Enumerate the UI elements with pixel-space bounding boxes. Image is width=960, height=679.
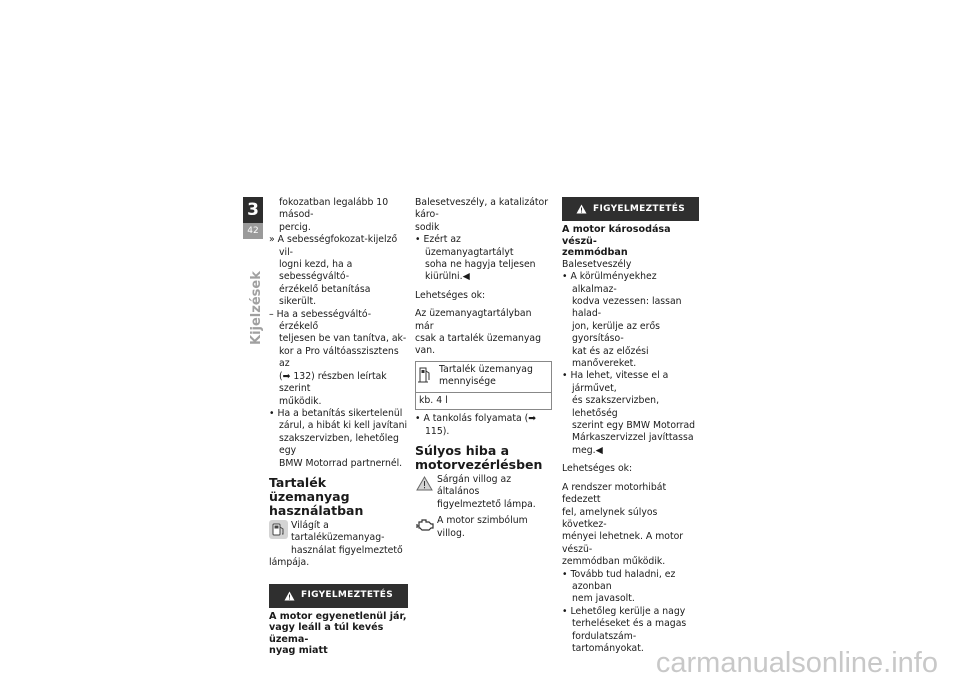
list-item bbox=[562, 271, 699, 370]
text-line: A motor szimbólum villog. bbox=[437, 515, 528, 539]
text-line: soha ne hagyja teljesen bbox=[425, 259, 536, 271]
warning-label: FIGYELMEZTETÉS bbox=[301, 590, 393, 601]
danger-text: Balesetveszély bbox=[562, 258, 632, 270]
text-line: meg. bbox=[572, 444, 596, 456]
warning-banner bbox=[269, 584, 408, 608]
bullet-marker: • bbox=[269, 407, 275, 419]
table-label-line: mennyisége bbox=[439, 376, 496, 388]
heading-line: nyag miatt bbox=[269, 645, 328, 657]
list-item bbox=[269, 234, 408, 308]
cause-label: Lehetséges ok: bbox=[562, 463, 633, 475]
text-line: Ha a betanítás sikertelenül bbox=[277, 407, 403, 419]
text-line: Az üzemanyagtartályban már bbox=[415, 308, 532, 332]
text-line: Lehetőleg kerülje a nagy bbox=[570, 605, 686, 617]
list-item bbox=[415, 234, 552, 284]
text-line: terheléseket és a magas bbox=[572, 618, 687, 630]
text-line: BMW Motorrad partnernél. bbox=[279, 457, 403, 469]
page-ref-arrow-icon: ➡ bbox=[282, 370, 291, 382]
text-line: A sebességfokozat-kijelző vil- bbox=[277, 234, 398, 258]
text-line: és szakszervizben, lehetőség bbox=[572, 395, 660, 419]
text-line: percig. bbox=[279, 221, 311, 233]
text-line: ményei lehetnek. A motor vészü- bbox=[562, 531, 684, 555]
section-heading bbox=[269, 476, 408, 518]
text-line: Tovább tud haladni, ez azonban bbox=[570, 568, 676, 592]
text-line: csak a tartalék üzemanyag van. bbox=[415, 333, 542, 357]
text-line: A tankolás folyamata ( bbox=[423, 413, 529, 425]
chapter-number: 3 bbox=[243, 197, 263, 223]
warning-label: FIGYELMEZTETÉS bbox=[593, 203, 685, 214]
general-warning-icon bbox=[415, 474, 434, 493]
text-line: szerint egy BMW Motorrad bbox=[572, 420, 696, 432]
indicator-row bbox=[415, 474, 552, 511]
text-line: A körülményekhez alkalmaz- bbox=[570, 271, 657, 295]
text-line: Világít a tartaléküzemanyag- bbox=[291, 519, 385, 544]
end-marker-icon: ◀ bbox=[462, 271, 470, 283]
table-label-line: Tartalék üzemanyag bbox=[439, 363, 533, 375]
text-line: fokozatban legalább 10 másod- bbox=[279, 197, 389, 221]
list-item: – Ha a sebességváltó-érzékelő teljesen be van tanítva, ak- kor a Pro váltóasszisztens az (➡ 132) részben leírtak szerint működik. bbox=[269, 308, 407, 407]
heading-line: zemmódban bbox=[562, 247, 628, 259]
page-number: 42 bbox=[243, 223, 263, 239]
text-line: figyelmeztető lámpa. bbox=[437, 498, 536, 510]
list-item bbox=[269, 408, 408, 470]
text-line: fel, amelynek súlyos következ- bbox=[562, 506, 658, 530]
text-line: sodik bbox=[415, 221, 440, 233]
fuel-pump-icon bbox=[418, 364, 432, 387]
heading-line: Súlyos hiba a bbox=[415, 442, 510, 458]
cause-label: Lehetséges ok: bbox=[415, 289, 486, 301]
text-line: kor a Pro váltóasszisztens az bbox=[279, 345, 399, 370]
text-line: használat figyelmeztető bbox=[291, 544, 403, 556]
text-line: kodva vezessen: lassan halad- bbox=[572, 296, 682, 320]
text-line: zemmódban működik. bbox=[562, 556, 666, 568]
warning-banner bbox=[562, 197, 699, 221]
text-line: nem javasolt. bbox=[572, 593, 635, 605]
text-line: szakszervizben, lehetőleg egy bbox=[279, 432, 399, 457]
column-3 bbox=[562, 197, 699, 655]
section-title-vertical: Kijelzések bbox=[249, 271, 264, 345]
column-1 bbox=[269, 197, 408, 657]
watermark: carmanualsonline.info bbox=[655, 647, 938, 679]
heading-line: használatban bbox=[269, 502, 364, 518]
engine-icon bbox=[415, 515, 434, 534]
text-line: kiürülni. bbox=[425, 271, 463, 283]
text-line: Márkaszervizzel javíttassa bbox=[572, 432, 694, 444]
text-line: Sárgán villog az általános bbox=[437, 473, 512, 498]
end-marker-icon: ◀ bbox=[595, 444, 603, 456]
table-value: kb. 4 l bbox=[419, 394, 448, 406]
list-item bbox=[562, 370, 699, 457]
bullet-marker: • bbox=[415, 234, 421, 246]
indicator-row bbox=[269, 520, 408, 557]
text-line: fordulatszám-tartományokat. bbox=[572, 630, 644, 654]
text-line: kat és az előzési manővereket. bbox=[572, 345, 649, 370]
bullet-marker: • bbox=[562, 605, 568, 617]
heading-line: A motor károsodása vészü- bbox=[562, 224, 671, 247]
text-line: jon, kerülje az erős gyorsításo- bbox=[572, 320, 661, 345]
warning-triangle-icon bbox=[576, 204, 587, 214]
bullet-marker: • bbox=[415, 413, 421, 425]
dash-marker: – bbox=[269, 308, 274, 320]
bullet-marker: • bbox=[562, 370, 568, 382]
fuel-reserve-table bbox=[415, 361, 552, 410]
column-2 bbox=[415, 197, 552, 540]
heading-line: Tartalék üzemanyag bbox=[269, 474, 350, 504]
text-line: érzékelő betanítása sikerült. bbox=[279, 283, 371, 308]
text-line: Ha a sebességváltó-érzékelő bbox=[276, 308, 372, 333]
page-ref-link[interactable]: 115). bbox=[425, 425, 450, 437]
text-line: Balesetveszély, a katalizátor káro- bbox=[415, 197, 549, 221]
heading-line: motorvezérlésben bbox=[415, 456, 543, 472]
indicator-row bbox=[415, 515, 552, 540]
text-line: működik. bbox=[279, 395, 322, 407]
text-line: Ha lehet, vitesse el a járművet, bbox=[570, 370, 669, 394]
text-line: zárul, a hibát ki kell javítani bbox=[279, 420, 408, 432]
warning-triangle-icon bbox=[284, 591, 295, 601]
text-line: lámpája. bbox=[269, 557, 310, 569]
bullet-marker: • bbox=[562, 271, 568, 283]
fuel-reserve-icon bbox=[269, 520, 288, 539]
page-ref-arrow-icon: ➡ bbox=[528, 413, 537, 425]
page-ref-link[interactable]: 132) részben leírtak szerint bbox=[279, 370, 387, 395]
heading-line: vagy leáll a túl kevés üzema- bbox=[269, 622, 384, 645]
heading-line: A motor egyenetlenül jár, bbox=[269, 610, 407, 622]
bullet-marker: • bbox=[562, 568, 568, 580]
list-item bbox=[415, 413, 552, 438]
list-item bbox=[562, 569, 699, 606]
text-line: Ezért az üzemanyagtartályt bbox=[423, 234, 514, 258]
section-heading bbox=[415, 444, 552, 472]
warning-heading bbox=[562, 224, 699, 259]
text-line: logni kezd, ha a sebességváltó- bbox=[279, 259, 353, 283]
result-marker: » bbox=[269, 234, 275, 246]
chapter-tab bbox=[243, 197, 263, 239]
text-line: A rendszer motorhibát fedezett bbox=[562, 481, 667, 506]
text-line: teljesen be van tanítva, ak- bbox=[279, 333, 407, 345]
